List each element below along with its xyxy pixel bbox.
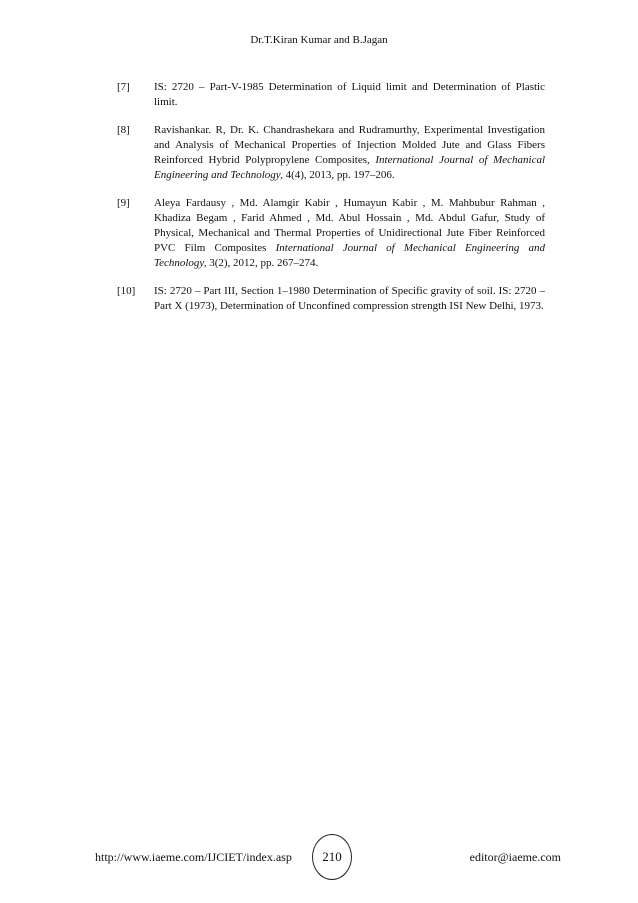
reference-text <box>154 123 545 183</box>
footer-email-link[interactable]: editor@iaeme.com <box>469 850 561 864</box>
page-footer <box>95 834 561 884</box>
reference-list <box>117 80 545 327</box>
running-header: Dr.T.Kiran Kumar and B.Jagan <box>250 34 388 46</box>
journal-title: International Journal of Mechanical Engineering and Technology, <box>154 154 546 181</box>
reference-item <box>117 80 545 110</box>
reference-text-part: IS: 2720 – Part III, Section 1–1980 Determination of Specific gravity of soil. IS: 2720 – Part X (1973), Determination of Unconfined compression strength ISI New Delhi, 1973. <box>154 285 545 312</box>
page-number: 210 <box>312 834 352 880</box>
reference-text-part: IS: 2720 – Part-V-1985 Determination of Liquid limit and Determination of Plastic limit. <box>154 81 545 108</box>
reference-item <box>117 284 545 314</box>
reference-text-part: 4(4), 2013, pp. 197–206. <box>282 169 395 181</box>
reference-text <box>154 196 545 271</box>
reference-text <box>154 80 545 110</box>
reference-item <box>117 196 545 271</box>
reference-number: [7] <box>117 81 130 93</box>
reference-item <box>117 123 545 183</box>
reference-text-part: Aleya Fardausy , Md. Alamgir Kabir , Humayun Kabir , M. Mahbubur Rahman , Khadiza Begam , Farid Ahmed , Md. Abul Hossain , Md. Abdul Gafur, Study of Physical, Mechanical and Thermal Properties of Unidirectional Jute Fiber Reinforced PVC Film Composites <box>154 197 545 254</box>
reference-text-part: 3(2), 2012, pp. 267–274. <box>206 257 319 269</box>
footer-url-link[interactable]: http://www.iaeme.com/IJCIET/index.asp <box>95 850 292 864</box>
reference-number: [8] <box>117 124 130 136</box>
reference-number: [9] <box>117 197 130 209</box>
reference-text-part: Ravishankar. R, Dr. K. Chandrashekara and Rudramurthy, Experimental Investigation and Analysis of Mechanical Properties of Injection Molded Jute and Glass Fibers Reinforced Hybrid Polypropylene Composites, <box>154 124 545 166</box>
reference-number: [10] <box>117 285 136 297</box>
reference-text <box>154 284 545 314</box>
journal-title: International Journal of Mechanical Engineering and Technology, <box>154 242 545 269</box>
